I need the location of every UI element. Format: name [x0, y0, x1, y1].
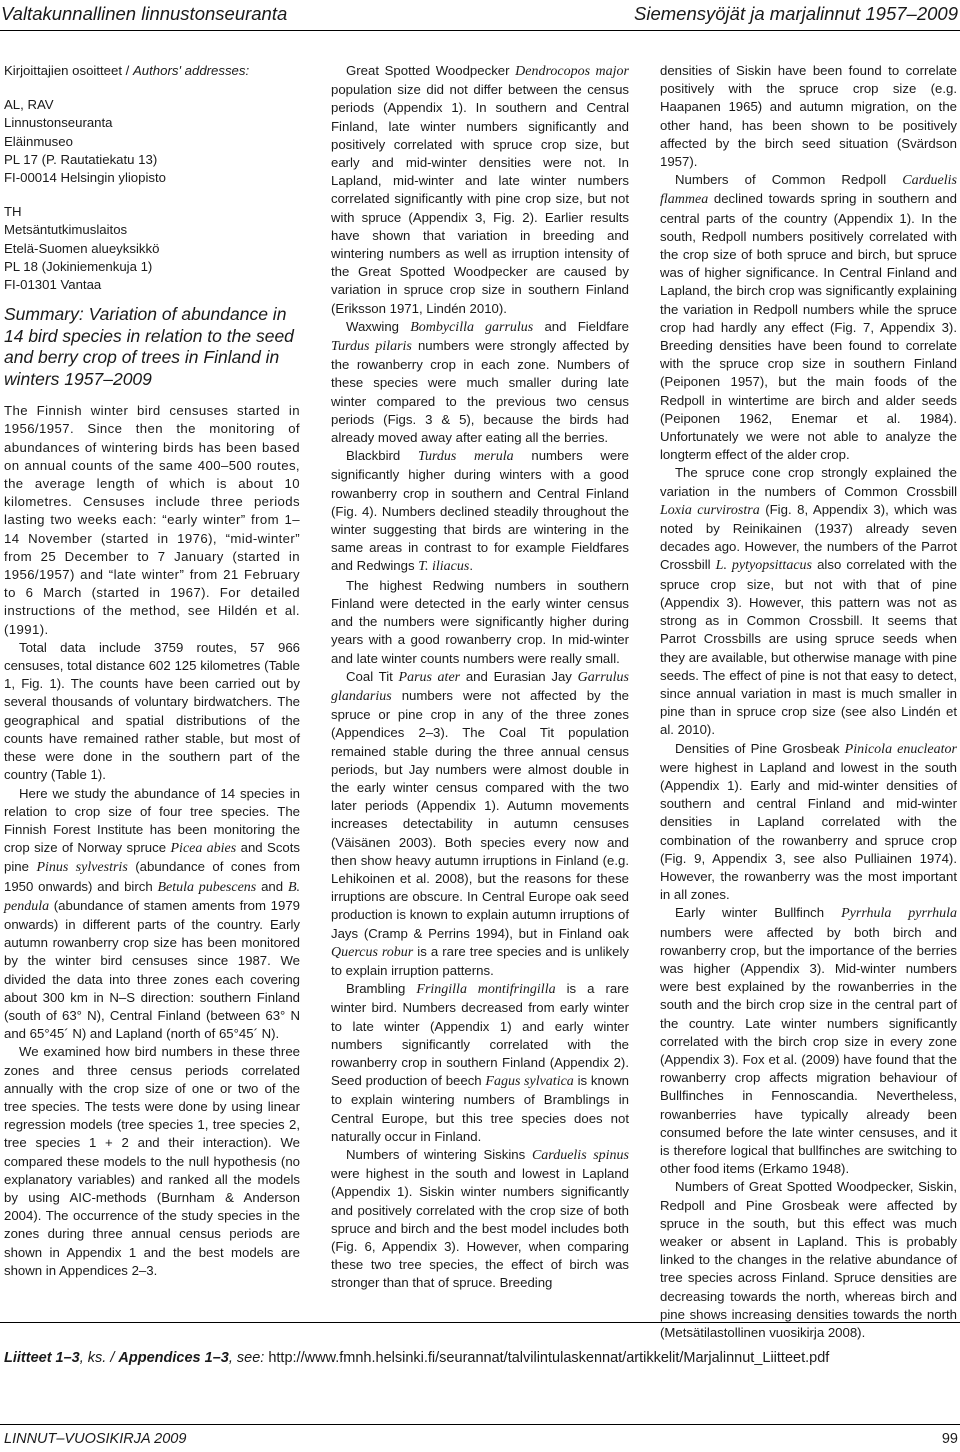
appendix-label-fi: Liitteet 1–3 — [4, 1350, 80, 1366]
body-paragraph: Numbers of wintering Siskins Carduelis spinus were highest in the south and lowest in Lapland (Appendix 1). Siskin winter numbers significantly and positively correlated with the crop size of both spruce and birch and the best model includes both (Fig. 6, Appendix 3). However, when comparing these two tree species, the effect of birch was stronger than that of spruce. Breeding — [331, 1146, 629, 1291]
species-name: Carduelis spinus — [531, 1147, 629, 1163]
body-paragraph: densities of Siskin have been found to correlate positively with the spruce crop size (e.g. Haapanen 1965) and autumn migration, on the other hand, has been shown to be positively affected by the birch seed situation (Svärdson 1957). — [660, 63, 957, 170]
appendix-url-link[interactable]: http://www.fmnh.helsinki.fi/seurannat/talvilintulaskennat/artikkelit/Marjalinnut_Liitteet.pdf — [268, 1350, 830, 1366]
address-line: Eläinmuseo — [4, 133, 73, 149]
body-paragraph: Coal Tit Parus ater and Eurasian Jay Garrulus glandarius numbers were not affected by the spruce or pine crop in any of the three zones (Appendices 2–3). The Coal Tit population remained stable during the three annual census periods, but Jay numbers were almost double in the early winter census compared with the two later periods (Appendix 1). Autumn movements increases detectability in autumn censuses (Väisänen 2003). Both species every now and then show heavy autumn irruptions in Finland (e.g. Lehikoinen et al. 2008), but the reasons for these irruptions are obscure. In Central Europe oak seed production is known to explain autumn irruptions of Jays (Cramp & Perrins 1994), but in Finland oak Quercus robur is a rare tree species and is unlikely to explain irruption patterns. — [331, 668, 630, 978]
page-number: 99 — [941, 1431, 958, 1447]
species-name: Quercus robur — [331, 944, 414, 960]
species-name: L. pytyopsittacus — [715, 558, 812, 574]
address-line: Etelä-Suomen alueyksikkö — [4, 240, 160, 256]
divider — [0, 1424, 960, 1425]
address-line: FI-01301 Vantaa — [4, 277, 102, 293]
species-name: Carduelis flammea — [660, 173, 957, 208]
species-name: Fringilla montifringilla — [416, 982, 556, 998]
species-name: Pyrrhula pyrrhula — [841, 906, 958, 922]
addresses-heading: Kirjoittajien osoitteet / Authors' addresses: — [4, 63, 250, 78]
address-line: Linnustonseuranta — [4, 115, 113, 131]
running-header — [0, 0, 960, 31]
column-1 — [4, 62, 300, 1280]
species-name: Dendrocopos major — [515, 64, 629, 79]
species-name: Bombycilla garrulus — [410, 319, 534, 335]
divider — [0, 1322, 960, 1323]
body-paragraph: Here we study the abundance of 14 species in relation to crop size of four tree species. The Finnish Forest Institute has been monitoring the crop size of Norway spruce Picea abies and Scots pine Pinus sylvestris (abundance of cones from 1950 onwards) and birch Betula pubescens and B. pendula (abundance of stamen aments from 1979 onwards) in different parts of the country. Early autumn rowanberry crop size has been monitored by the winter bird censuses since 1987. We divided the data into three zones each covering about 300 km in N–S direction: southern Finland (south of 63° N), Central Finland (between 63° N and 65°45´ N) and Lapland (north of 65°45´ N). — [4, 785, 301, 1042]
address-block-2 — [4, 203, 300, 294]
address-line: PL 17 (P. Rautatiekatu 13) — [4, 151, 158, 167]
species-name: Pinicola enucleator — [844, 741, 957, 757]
address-line: TH — [4, 204, 22, 220]
body-paragraph: Total data include 3759 routes, 57 966 censuses, total distance 602 125 kilometres (Table 1, Fig. 1). The counts have been carried out by several thousands of voluntary birdwatchers. The geographical and spatial distributions of the counts have remained rather stable, but most of these were done in the southern part of the country (Table 1). — [4, 639, 300, 783]
species-name: Picea abies — [170, 841, 237, 857]
species-name: Fagus sylvatica — [485, 1074, 574, 1090]
species-name: B. pendula — [4, 879, 300, 914]
body-paragraph: The spruce cone crop strongly explained the variation in the numbers of Common Crossbill Loxia curvirostra (Fig. 8, Appendix 3), which was noted by Reinikainen (1937) already seven decades ago. However, the numbers of the Parrot Crossbill L. pytyopsittacus also correlated with the spruce crop size, but not with that of pine (Appendix 3). However, this pattern was not as strong as in Common Crossbill. It seems that Parrot Crossbills are using spruce seeds when they are available, but otherwise manage with pine seeds. The effect of pine is not that easy to detect, since annual variation in mast is much smaller in pine than in spruce crop size (see also Lindén et al. 2010). — [660, 465, 958, 738]
appendix-reference: Liitteet 1–3, ks. / Appendices 1–3, see: http://www.fmnh.helsinki.fi/seurannat/talvilintulaskennat/artikkelit/Marjalinnut_Liitteet.pdf — [4, 1350, 830, 1366]
appendix-label-en: Appendices 1–3 — [118, 1350, 229, 1366]
footer-journal-title: LINNUT–VUOSIKIRJA 2009 — [4, 1431, 187, 1447]
species-name: T. iliacus — [418, 559, 470, 575]
body-paragraph: We examined how bird numbers in these three zones and three census periods correlated annually with the crop size of one or two of the tree species. The tests were done by using linear regression models (tree species 1, tree species 2, tree species 1 + 2 and their interaction). We compared these models to the null hypothesis (no explanatory variables) and ranked all the models by using AIC-methods (Burnham & Anderson 2004). The occurrence of the study species in the zones during three annual census periods are shown in Appendix 1 and the best models are shown in Appendices 2–3. — [4, 1044, 300, 1278]
body-paragraph: Early winter Bullfinch Pyrrhula pyrrhula numbers were affected by both birch and rowanberry crop, but the importance of the berries was higher (Appendix 3). Mid-winter numbers were best explained by the rowanberries in the south and the birch crop size in the central part of the country. Late winter numbers significantly correlated with the birch crop size in every zone (Appendix 3). Fox et al. (2009) have found that the rowanberry crop affects migration behaviour of Bullfinches in Fennoscandia. Nevertheless, rowanberries have typically already been consumed before the late winter censuses, and it is therefore logical that bullfinches are switching to other food items (Erkamo 1948). — [660, 905, 958, 1177]
body-paragraph: Densities of Pine Grosbeak Pinicola enucleator were highest in Lapland and lowest in the south (Appendix 1). Early and mid-winter densities of southern and central Finland and mid-winter densities in Lapland correlated with the combination of the rowanberry and spruce crop (Fig. 9, Appendix 3, see also Pulliainen 1974). However, the rowanberry was the most important in all zones. — [660, 740, 957, 903]
address-block-1 — [4, 96, 300, 187]
column-3 — [660, 62, 957, 1342]
body-paragraph: Waxwing Bombycilla garrulus and Fieldfare Turdus pilaris numbers were strongly affected by the rowanberry crop in each zone. Numbers of these species were much smaller during late winter compared to the previous two census periods (Figs. 3 & 5), because the birds had already moved away after eating all the berries. — [331, 318, 629, 446]
species-name: Parus ater — [398, 669, 461, 685]
running-header-article-title: Siemensyöjät ja marjalinnut 1957–2009 — [634, 3, 958, 24]
body-paragraph: Numbers of Common Redpoll Carduelis flammea declined towards spring in southern and central parts of the country (Appendix 1). In the south, Redpoll numbers positively correlated with the crop size of both spruce and birch, but spruce was of higher significance. In Central Finland and Lapland, the birch crop was significantly explaining the variation in Redpoll numbers while the spruce crop had hardly any effect (Fig. 7, Appendix 3). Breeding densities have been found to correlate with the spruce crop size in southern Finland (Peiponen 1957), but the main foods of the Redpoll in wintertime are birch and alder seeds (Peiponen 1962, Enemar et al. 1984). Unfortunately we were not able to analyze the longterm effect of the alder crop. — [660, 172, 957, 463]
body-paragraph: Numbers of Great Spotted Woodpecker, Siskin, Redpoll and Pine Grosbeak were affected by spruce in the south, but this effect was much weaker or absent in Lapland. This is probably linked to the changes in the relative abundance of tree species across Finland. Spruce densities are decreasing towards the north, whereas birch and pine shows increasing densities towards the north (Metsätilastollinen vuosikirja 2008). — [660, 1179, 957, 1341]
column-2 — [331, 62, 629, 1293]
address-line: AL, RAV — [4, 97, 54, 113]
species-name: Garrulus glandarius — [331, 669, 630, 704]
address-line: PL 18 (Jokiniemenkuja 1) — [4, 258, 153, 274]
body-paragraph: Brambling Fringilla montifringilla is a rare winter bird. Numbers decreased from early winter to late winter (Appendix 1) and early winter numbers significantly correlated with the rowanberry crop in southern Finland (Appendix 2). Seed production of beech Fagus sylvatica is known to explain wintering numbers of Bramblings in Central Europe, but this tree species does not naturally occur in Finland. — [331, 981, 629, 1144]
body-paragraph: The highest Redwing numbers in southern Finland were detected in the early winter census and the numbers were significantly higher during years with a good rowanberry crop. In mid-winter and late winter counts numbers were really small. — [331, 577, 629, 666]
species-name: Turdus pilaris — [331, 339, 412, 355]
species-name: Turdus merula — [417, 449, 514, 465]
species-name: Loxia curvirostra — [660, 502, 760, 518]
body-paragraph: Blackbird Turdus merula numbers were significantly higher during winters with a good rowanberry crop in southern and Central Finland (Fig. 4). Numbers declined steadily throughout the winter suggesting that birds are wintering in the same areas in contrast to for example Fieldfares and Redwings T. iliacus. — [331, 448, 629, 575]
species-name: Pinus sylvestris — [36, 860, 128, 876]
summary-title: Summary: Variation of abundance in 14 bird species in relation to the seed and berry crop of trees in Finland in winters 1957–2009 — [4, 304, 294, 389]
running-header-series-title: Valtakunnallinen linnustonseuranta — [1, 3, 288, 24]
body-paragraph: The Finnish winter bird censuses started in 1956/1957. Since then the monitoring of abundances of wintering birds has been based on annual counts of the same 400–500 routes, the average length of which is about 10 kilometres. Censuses include three periods lasting two weeks each: “early winter” from 1–14 November (started in 1976), “mid-winter” from 25 December to 7 January (started in 1956/1957) and “late winter” from 21 February to 6 March (started in 1967). For detailed instructions of the method, see Hildén et al. (1991). — [4, 403, 300, 637]
address-line: FI-00014 Helsingin yliopisto — [4, 170, 166, 186]
species-name: Betula pubescens — [157, 879, 257, 895]
body-paragraph: Great Spotted Woodpecker Dendrocopos major population size did not differ between the census periods (Appendix 1). In southern and Central Finland, late winter numbers significantly and positively correlated with spruce crop size, but early and mid-winter densities were not. In Lapland, mid-winter and late winter numbers correlated significantly with pine crop size, but not with spruce (Appendix 3, Fig. 2). Earlier results have shown that variation in breeding and wintering numbers as well as irruption intensity of the Great Spotted Woodpecker are caused by variation in spruce crop size in southern Finland (Eriksson 1971, Lindén 2010). — [331, 63, 629, 316]
address-line: Metsäntutkimuslaitos — [4, 222, 128, 238]
